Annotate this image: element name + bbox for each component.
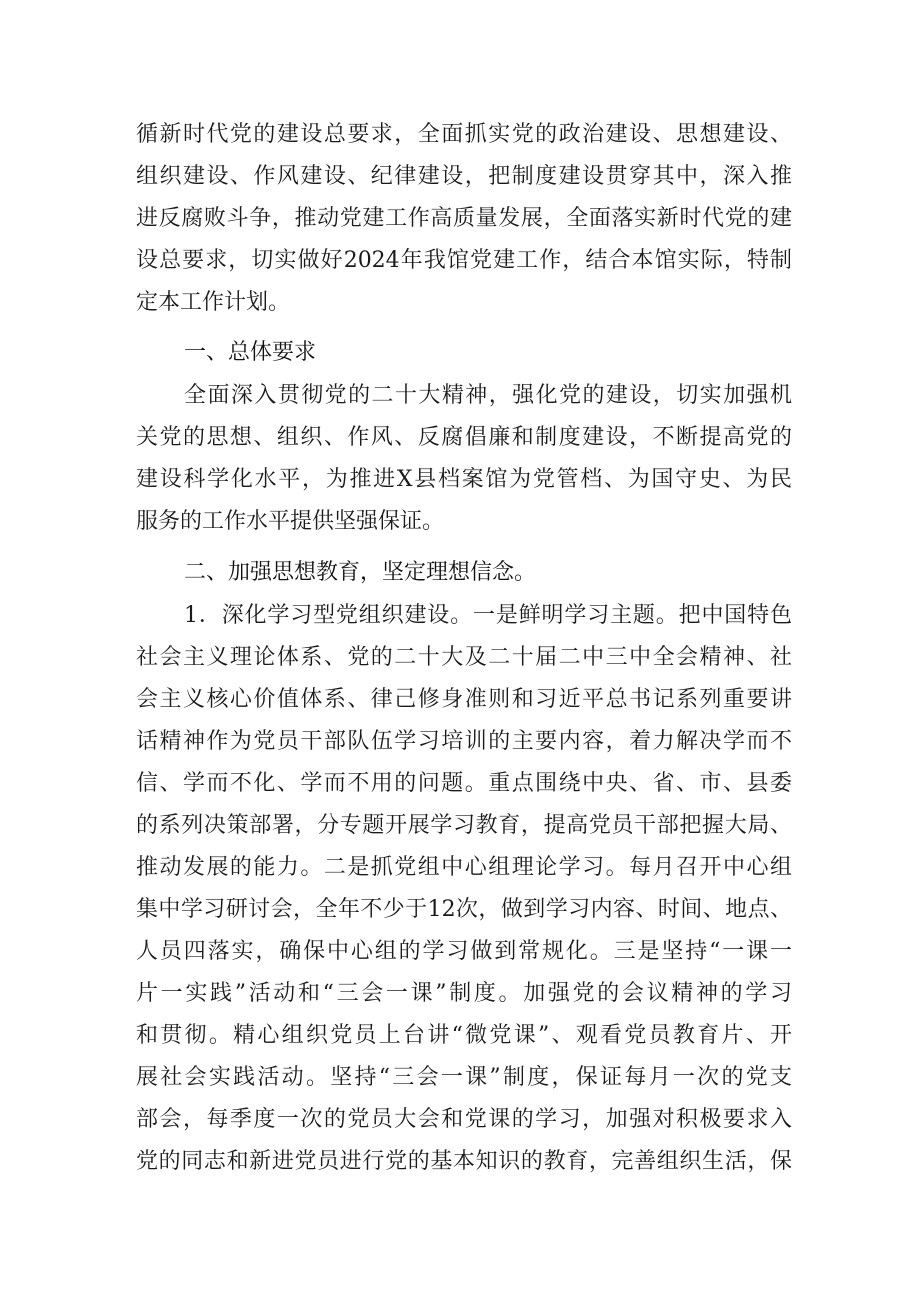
section-2-line-5: 信、学而不化、学而不用的问题。重点围绕中央、省、市、县委 [136, 771, 792, 796]
intro-line-2: 组织建设、作风建设、纪律建设，把制度建设贯穿其中，深入推 [136, 164, 792, 189]
intro-line-1: 循新时代党的建设总要求，全面抓实党的政治建设、思想建设、 [136, 122, 792, 147]
intro-line-4: 设总要求，切实做好2024年我馆党建工作，结合本馆实际，特制 [136, 248, 792, 273]
section-1-heading: 一、总体要求 [184, 340, 317, 365]
section-1-line-2: 关党的思想、组织、作风、反腐倡廉和制度建设，不断提高党的 [136, 425, 792, 450]
section-2-heading: 二、加强思想教育，坚定理想信念。 [184, 560, 537, 585]
section-2-line-2: 社会主义理论体系、党的二十大及二十届二中三中全会精神、社 [136, 645, 792, 670]
section-2-line-12: 展社会实践活动。坚持“三会一课”制度，保证每月一次的党支 [136, 1065, 792, 1090]
intro-line-3: 进反腐败斗争，推动党建工作高质量发展，全面落实新时代党的建 [136, 206, 792, 231]
section-2-line-4: 话精神作为党员干部队伍学习培训的主要内容，着力解决学而不 [136, 729, 792, 754]
intro-line-5: 定本工作计划。 [136, 290, 291, 315]
section-2-line-11: 和贯彻。精心组织党员上台讲“微党课”、观看党员教育片、开 [136, 1023, 792, 1048]
section-2-line-14: 党的同志和新进党员进行党的基本知识的教育，完善组织生活，保 [136, 1149, 792, 1174]
section-2-line-6: 的系列决策部署，分专题开展学习教育，提高党员干部把握大局、 [136, 813, 792, 838]
section-1-line-4: 服务的工作水平提供坚强保证。 [136, 509, 445, 534]
section-2-line-13: 部会，每季度一次的党员大会和党课的学习，加强对积极要求入 [136, 1107, 792, 1132]
section-1-line-3: 建设科学化水平，为推进X县档案馆为党管档、为国守史、为民 [136, 467, 792, 492]
section-2-line-10: 片一实践”活动和“三会一课”制度。加强党的会议精神的学习 [136, 981, 792, 1006]
section-2-line-9: 人员四落实，确保中心组的学习做到常规化。三是坚持“一课一 [136, 939, 792, 964]
section-2-line-7: 推动发展的能力。二是抓党组中心组理论学习。每月召开中心组 [136, 855, 792, 880]
section-2-line-8: 集中学习研讨会，全年不少于12次，做到学习内容、时间、地点、 [136, 897, 792, 922]
section-2-line-3: 会主义核心价值体系、律己修身准则和习近平总书记系列重要讲 [136, 687, 792, 712]
section-1-line-1: 全面深入贯彻党的二十大精神，强化党的建设，切实加强机 [184, 383, 792, 408]
section-2-line-1: 1．深化学习型党组织建设。一是鲜明学习主题。把中国特色 [184, 603, 792, 628]
